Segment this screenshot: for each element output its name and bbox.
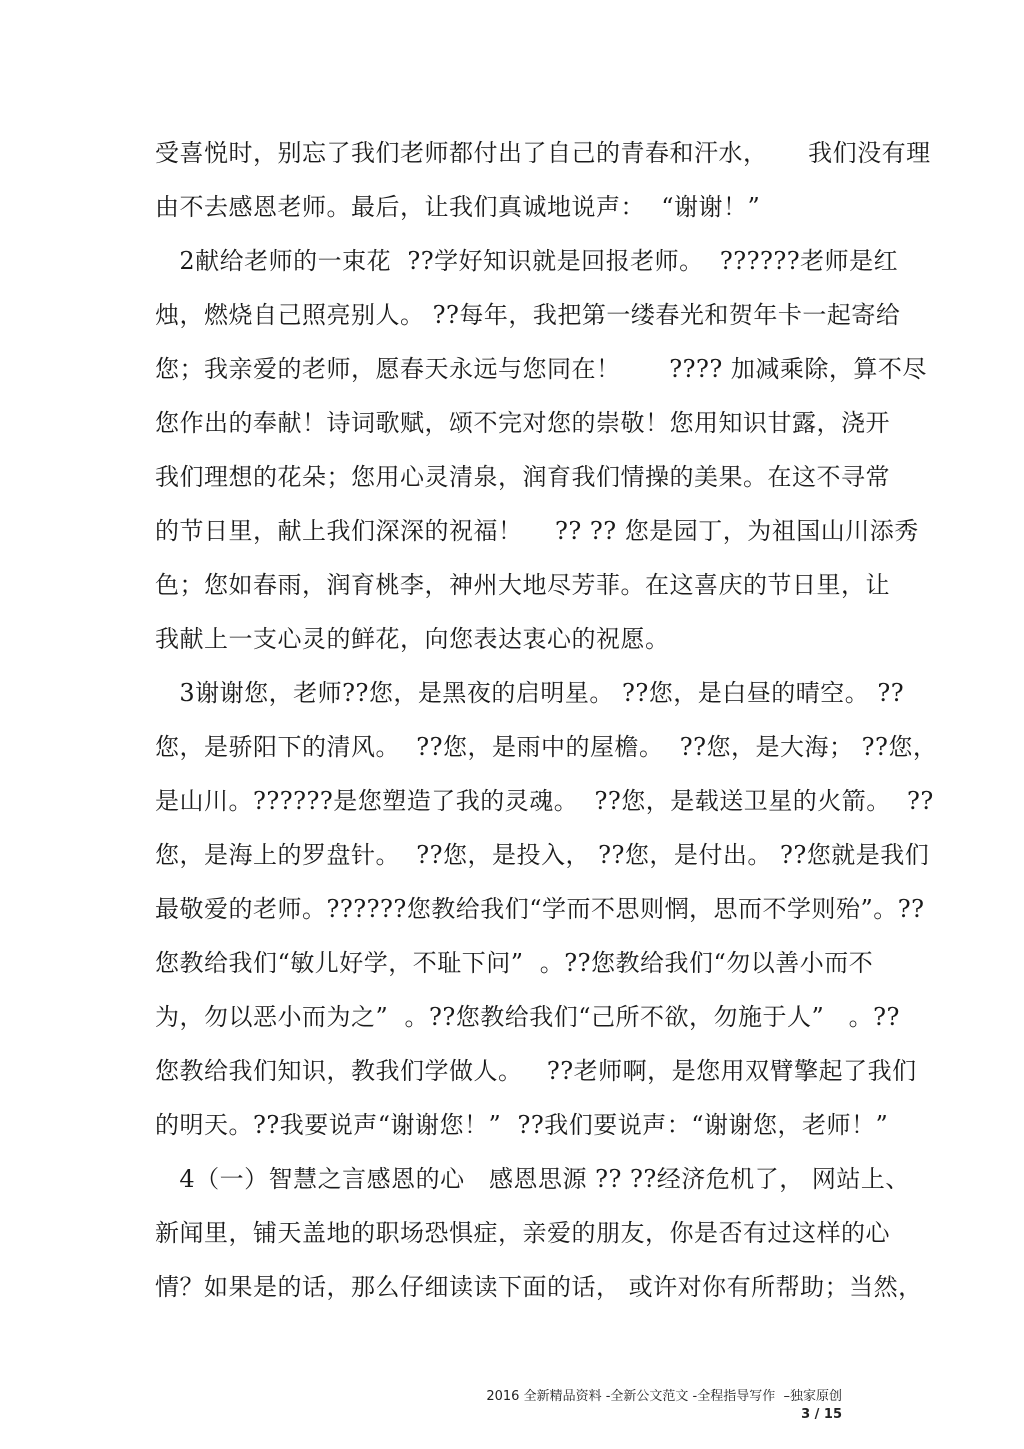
text-line: 由不去感恩老师。最后，让我们真诚地说声： “谢谢！”	[155, 193, 761, 221]
text-line: 您教给我们“敏儿好学，不耻下问” 。??您教给我们“勿以善小而不	[155, 949, 874, 977]
text-line: 您教给我们知识，教我们学做人。 ??老师啊，是您用双臂擎起了我们	[155, 1057, 917, 1085]
text-line: 最敬爱的老师。??????您教给我们“学而不思则惘，思而不学则殆”。??	[155, 895, 925, 923]
text-line: 的明天。??我要说声“谢谢您！” ??我们要说声：“谢谢您，老师！”	[155, 1111, 889, 1139]
text-line: 4（一）智慧之言感恩的心 感恩思源 ?? ??经济危机了， 网站上、	[155, 1165, 910, 1193]
text-line: 您，是骄阳下的清风。 ??您，是雨中的屋檐。 ??您，是大海； ??您，	[155, 733, 938, 761]
text-line: 是山川。??????是您塑造了我的灵魂。 ??您，是载送卫星的火箭。 ??	[155, 787, 934, 815]
text-line: 我们理想的花朵；您用心灵清泉，润育我们情操的美果。在这不寻常	[155, 463, 890, 491]
text-line: 您作出的奉献！诗词歌赋，颂不完对您的崇敬！您用知识甘露，浇开	[155, 409, 890, 437]
text-line: 我献上一支心灵的鲜花，向您表达衷心的祝愿。	[155, 625, 670, 653]
text-line: 为，勿以恶小而为之” 。??您教给我们“己所不欲，勿施于人” 。??	[155, 1003, 900, 1031]
text-line: 的节日里，献上我们深深的祝福！ ?? ?? 您是园丁，为祖国山川添秀	[155, 517, 919, 545]
text-line: 情？如果是的话，那么仔细读读下面的话， 或许对你有所帮助；当然，	[155, 1273, 923, 1301]
text-line: 您，是海上的罗盘针。 ??您，是投入， ??您，是付出。 ??您就是我们	[155, 841, 930, 869]
text-line: 3谢谢您，老师??您，是黑夜的启明星。 ??您，是白昼的晴空。 ??	[155, 679, 905, 707]
text-line: 新闻里，铺天盖地的职场恐惧症，亲爱的朋友，你是否有过这样的心	[155, 1219, 890, 1247]
text-line: 受喜悦时，别忘了我们老师都付出了自己的青春和汗水， 我们没有理	[155, 139, 931, 167]
text-line: 您；我亲爱的老师，愿春天永远与您同在！ ???? 加减乘除，算不尽	[155, 355, 927, 383]
text-line: 2献给老师的一束花 ??学好知识就是回报老师。 ??????老师是红	[155, 247, 899, 275]
text-line: 烛，燃烧自己照亮别人。 ??每年，我把第一缕春光和贺年卡一起寄给	[155, 301, 901, 329]
page-number: 3 / 15	[801, 1407, 842, 1422]
text-line: 色；您如春雨，润育桃李，神州大地尽芳菲。在这喜庆的节日里，让	[155, 571, 890, 599]
footer-text: 2016 全新精品资料 -全新公文范文 -全程指导写作 –独家原创	[486, 1389, 842, 1404]
